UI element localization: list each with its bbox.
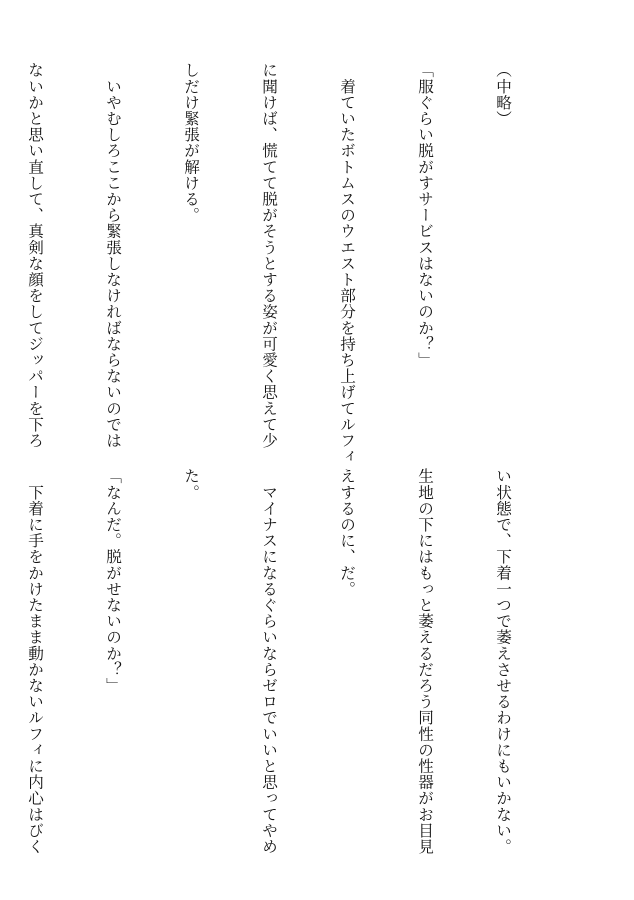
- text-line: 「なんだ。脱がせないのか？」: [104, 468, 122, 694]
- text-line: 「服ぐらい脱がすサービスはないのか？」: [416, 62, 434, 368]
- text-line: えするのに、だ。: [338, 468, 356, 597]
- text-line: い状態で、下着一つで萎えさせるわけにもいかない。: [494, 468, 512, 855]
- text-line: （中略）: [494, 62, 512, 127]
- text-line: 着ていたボトムスのウエスト部分を持ち上げてルフィ: [338, 62, 356, 465]
- upper-text-block: [26, 62, 568, 465]
- text-line: しだけ緊張が解ける。: [182, 62, 200, 223]
- lower-text-block: [26, 468, 568, 855]
- text-line: ないかと思い直して、真剣な顔をしてジッパーを下ろ: [26, 62, 44, 449]
- text-line: に聞けば、慌てて脱がそうとする姿が可愛く思えて少: [260, 62, 278, 449]
- text-line: 下着に手をかけたまま動かないルフィに内心はびく: [26, 468, 44, 855]
- text-line: た。: [182, 468, 200, 501]
- text-line: 生地の下にはもっと萎えるだろう同性の性器がお目見: [416, 468, 434, 855]
- text-line: いやむしろここから緊張しなければならないのでは: [104, 62, 122, 449]
- text-line: マイナスになるぐらいならゼロでいいと思ってやめ: [260, 468, 278, 855]
